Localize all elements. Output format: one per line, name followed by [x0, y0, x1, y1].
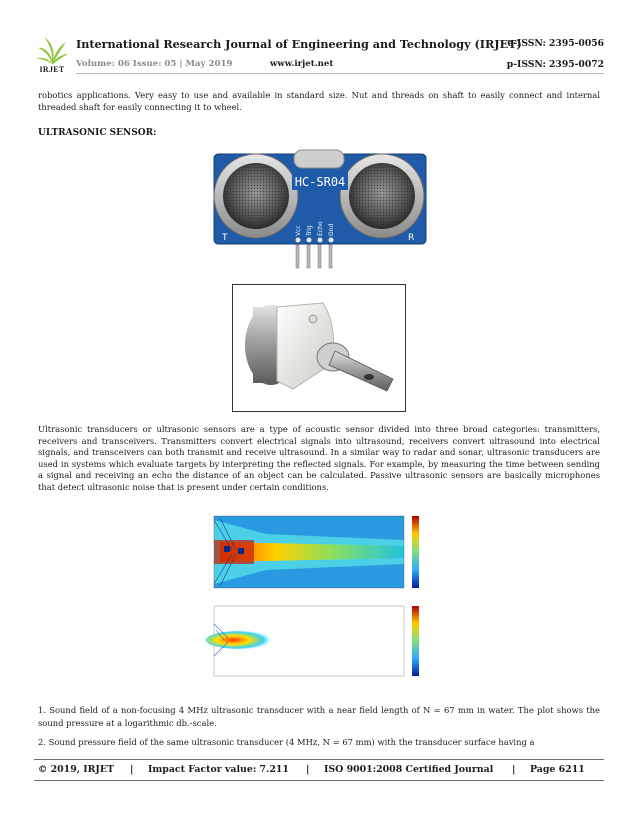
pin-label-trig: Trig — [306, 225, 313, 236]
footer-separator: | — [306, 764, 310, 775]
sensor-corner-t: T — [222, 233, 228, 243]
sensor-corner-r: R — [408, 233, 415, 243]
p-issn: p-ISSN: 2395-0072 — [506, 59, 604, 70]
sensor-model-label: HC-SR04 — [294, 175, 346, 189]
footer-separator: | — [130, 764, 134, 775]
footer-page-number: Page 6211 — [530, 764, 585, 775]
figure-caption-1: 1. Sound field of a non-focusing 4 MHz ultrasonic transducer with a near field length of N = 67 mm in water. The plot shows the sound pressure at a logarithmic db.-scale. — [38, 705, 600, 728]
volume-info: Volume: 06 Issue: 05 | May 2019 — [76, 59, 233, 69]
journal-title: International Research Journal of Engineering and Technology (IRJET) — [76, 37, 522, 51]
footer-impact-factor: Impact Factor value: 7.211 — [148, 764, 289, 775]
sensor-description-paragraph: Ultrasonic transducers or ultrasonic sensors are a type of acoustic sensor divided into three broad categories: transmitters, receivers and transceivers. Transmitters convert electrical signals into ultrasound, receivers convert ultrasound into electrical signals, and transceivers can both transmit and receive ultrasound. In a similar way to radar and sonar, ultrasonic transducers are used in systems which evaluate targets by interpreting the reflected signals. For example, by measuring the time between sending a signal and receiving an echo the distance of an object can be calculated. Passive ultrasonic sensors are basically microphones that detect ultrasonic noise that is present under certain conditions. — [38, 424, 600, 492]
pin-label-vcc: Vcc — [295, 225, 302, 236]
intro-paragraph: robotics applications. Very easy to use and available in standard size. Nut and threads on shaft to easily connect and internal threaded shaft for easily connecting it to wheel. — [38, 90, 600, 112]
e-issn: e-ISSN: 2395-0056 — [507, 38, 604, 49]
section-heading: ULTRASONIC SENSOR: — [38, 128, 157, 138]
sound-field-plot-logarithmic — [206, 510, 432, 600]
footer-bottom-rule — [34, 780, 604, 781]
ultrasonic-sensor-image — [208, 148, 430, 272]
footer-iso: ISO 9001:2008 Certified Journal — [324, 764, 494, 775]
geared-motor-image — [232, 284, 406, 412]
page-header — [34, 34, 604, 78]
journal-website-link[interactable]: www.irjet.net — [270, 59, 334, 69]
figure-caption-2: 2. Sound pressure field of the same ultrasonic transducer (4 MHz, N = 67 mm) with the transducer surface having a — [38, 737, 535, 747]
logo-leaf-icon — [34, 34, 70, 66]
footer-copyright: © 2019, IRJET — [38, 764, 114, 775]
footer-separator: | — [512, 764, 516, 775]
sound-pressure-field-plot — [206, 600, 432, 692]
journal-logo — [34, 34, 70, 78]
footer-top-rule — [34, 759, 604, 760]
header-divider — [76, 73, 604, 74]
pin-label-echo: Echo — [317, 221, 324, 236]
pin-label-gnd: Gnd — [328, 223, 335, 236]
logo-text: IRJET — [39, 65, 65, 74]
